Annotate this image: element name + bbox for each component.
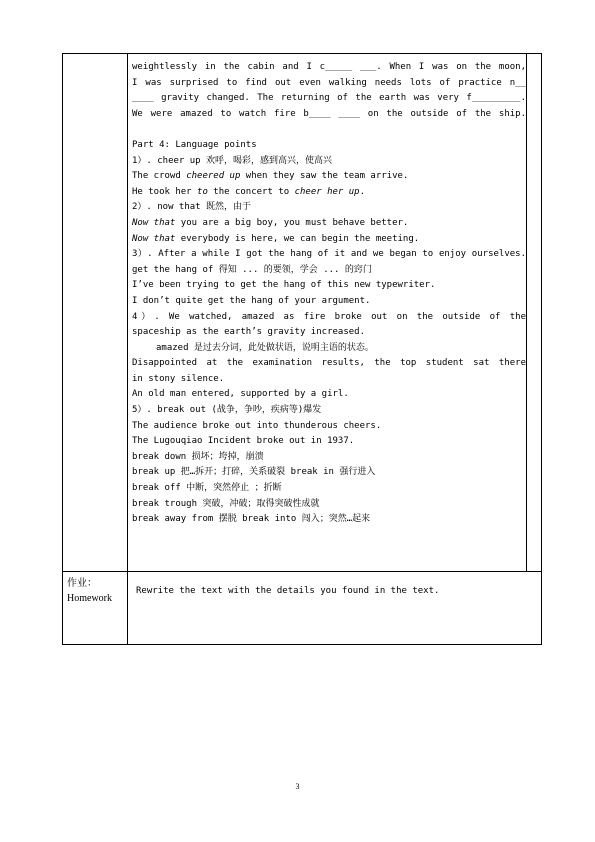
content-line [132,232,526,248]
content-line [132,185,526,201]
label-cell-empty [63,54,128,572]
homework-row [63,572,542,645]
line-segment: He took her [132,186,198,197]
line-segment: The crowd [132,171,187,182]
content-cell [128,54,527,572]
line-segment: cheered up [186,171,241,182]
content-line [132,216,526,232]
homework-label-cn: 作业： [67,578,97,589]
content-line: break up 把…拆开；打碎，关系破裂 break in 强行进入 [132,467,376,478]
content-line: break off 中断，突然停止 ；折断 [132,483,282,494]
content-line: break trough 突破，冲破；取得突破性成就 [132,498,320,509]
homework-label-cell [63,572,128,645]
line-segment: when they saw the team arrive. [240,171,409,182]
content-line [132,169,526,185]
content-line: 3）. After a while I got the hang of it and we began to enjoy ourselves. [132,249,526,260]
line-segment: you are a big boy, you must behave better. [175,217,409,228]
content-line: I was surprised to find out even walking needs lots of practice n__ [132,77,526,88]
homework-text: Rewrite the text with the details you found in the text. [136,586,440,596]
content-line: The Lugouqiao Incident broke out in 1937. [132,436,355,447]
content-line: ____ gravity changed. The returning of the earth was very f_________. [132,93,526,104]
content-line: in stony silence. [132,373,225,384]
line-segment: everybody is here, we can begin the meeting. [175,233,420,244]
content-line: 4）. We watched, amazed as fire broke out on the outside of the [132,311,526,322]
content-line: 5）. break out (战争，争吵，疾病等)爆发 [132,405,322,416]
content-line: amazed 是过去分词，此处做状语，说明主语的状态。 [156,342,374,353]
line-segment: Now that [132,217,176,228]
content-line: Part 4: Language points [132,139,257,150]
content-line: weightlessly in the cabin and I c_____ ___. When I was on the moon, [132,62,526,72]
content-line: I don’t quite get the hang of your argument. [132,295,371,306]
line-segment: Now that [132,233,176,244]
content-line: 2）. now that 既然，由于 [132,202,252,213]
content-text [128,54,526,528]
lesson-table [62,53,542,645]
content-line [132,122,526,138]
line-segment: . [359,186,366,197]
content-line: 1）. cheer up 欢呼，喝彩，感到高兴，使高兴 [132,155,333,166]
content-row [63,54,542,572]
content-line: get the hang of 得知 ... 的要领，学会 ... 的窍门 [132,264,372,275]
margin-cell [527,54,542,572]
homework-label-en: Homework [67,593,112,604]
content-line: spaceship as the earth’s gravity increased. [132,327,365,338]
content-line: break away from 摆脱 break into 闯入；突然…起来 [132,514,371,525]
content-line: We were amazed to watch fire b____ ____ on the outside of the ship. [132,108,526,119]
line-segment: to [197,186,208,197]
content-line: break down 损坏；垮掉，崩溃 [132,451,264,462]
content-line: The audience broke out into thunderous cheers. [132,420,382,431]
page-number: 3 [295,782,300,791]
homework-content-cell [128,572,542,645]
content-line: I’ve been trying to get the hang of this new typewriter. [132,280,436,291]
line-segment: cheer her up [294,186,360,197]
line-segment: the concert to [207,186,295,197]
content-line: An old man entered, supported by a girl. [132,389,349,400]
content-line: Disappointed at the examination results, the top student sat there [132,358,526,369]
